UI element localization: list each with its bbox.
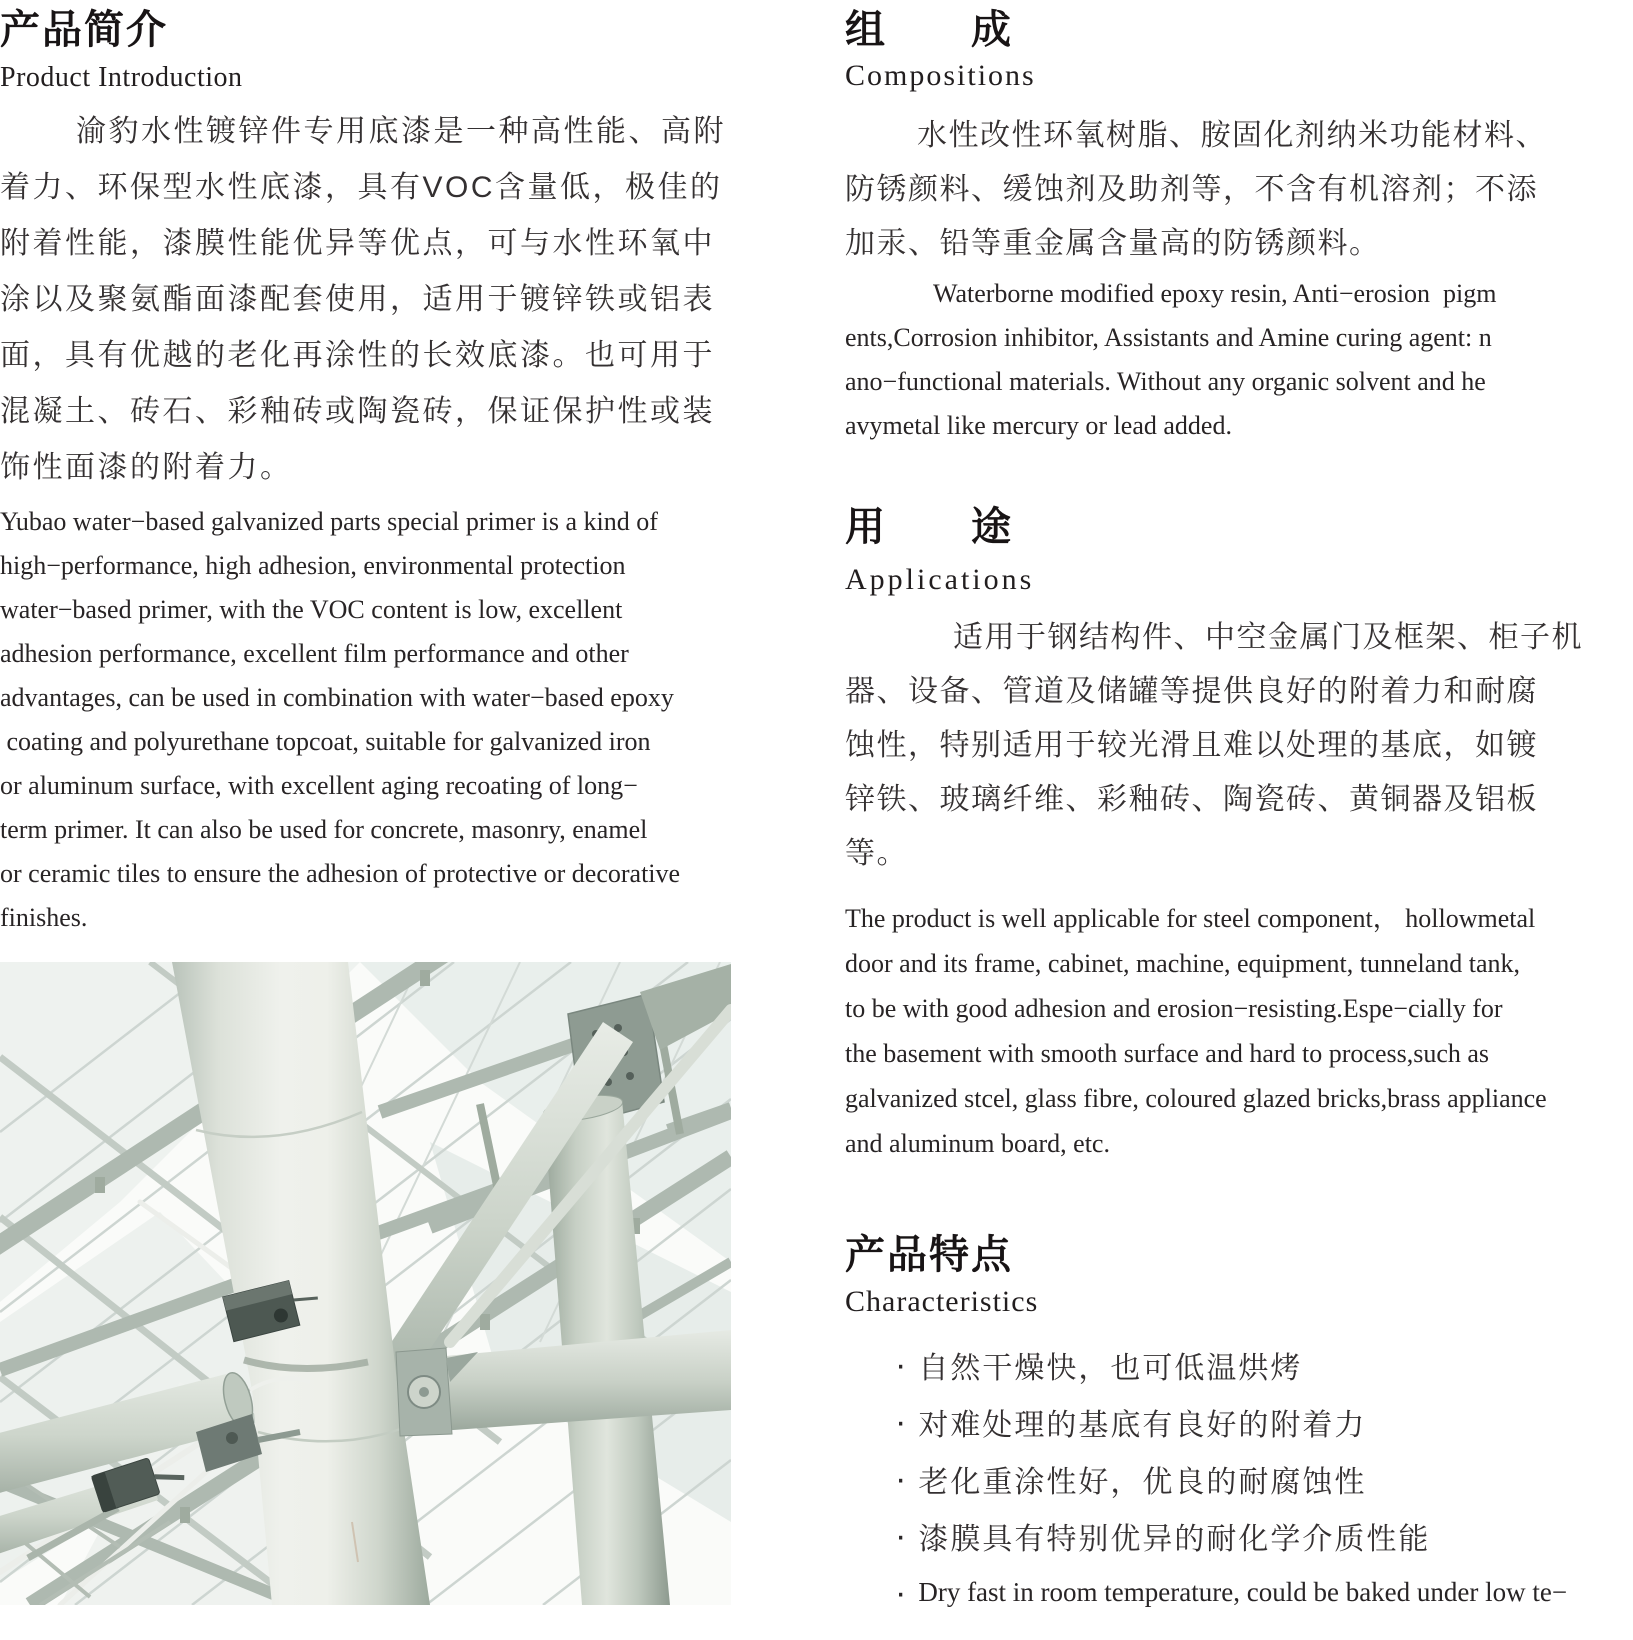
text-line: galvanized stcel, glass fibre, coloured glazed bricks,brass appliance	[845, 1084, 1547, 1113]
list-item-text: 对难处理的基底有良好的附着力	[918, 1408, 1367, 1442]
list-item-text: 自然干燥快，也可低温烘烤	[918, 1351, 1303, 1385]
text-line: 等。	[845, 837, 908, 870]
section-heading-applications-en: Applications	[845, 563, 1035, 596]
characteristics-list	[845, 1336, 1605, 1621]
section-heading-compositions-zh: 组 成	[845, 8, 1013, 52]
list-item	[845, 1393, 1605, 1450]
bullet-icon: ·	[895, 1459, 907, 1498]
compositions-paragraph-zh	[845, 109, 1545, 271]
text-line: to be with good adhesion and erosion−resisting.Espe−cially for	[845, 994, 1503, 1023]
list-item	[845, 1450, 1605, 1507]
bullet-icon: ·	[895, 1573, 907, 1612]
list-item	[845, 1336, 1605, 1393]
text-line: The product is well applicable for steel component， hollowmetal	[845, 904, 1536, 933]
text-line: 附着性能，漆膜性能优异等优点，可与水性环氧中	[0, 227, 715, 260]
text-line: ano−functional materials. Without any organic solvent and he	[845, 367, 1486, 396]
text-line: door and its frame, cabinet, machine, equipment, tunneland tank,	[845, 949, 1521, 978]
list-item-text: Dry fast in room temperature, could be baked under low te−	[918, 1577, 1568, 1607]
text-line: 锌铁、玻璃纤维、彩釉砖、陶瓷砖、黄铜器及铝板	[845, 783, 1538, 816]
text-line: 器、设备、管道及储罐等提供良好的附着力和耐腐	[845, 675, 1538, 708]
steel-structure-photo	[0, 962, 731, 1605]
text-line: 混凝土、砖石、彩釉砖或陶瓷砖，保证保护性或装	[0, 395, 715, 428]
text-line: advantages, can be used in combination with water−based epoxy	[0, 683, 674, 712]
bullet-icon: ·	[895, 1516, 907, 1555]
text-line: 面，具有优越的老化再涂性的长效底漆。也可用于	[0, 339, 715, 372]
intro-paragraph-zh	[0, 104, 726, 496]
text-line: ents,Corrosion inhibitor, Assistants and Amine curing agent: n	[845, 323, 1492, 352]
text-line: or aluminum surface, with excellent aging recoating of long−	[0, 771, 638, 800]
text-line: Waterborne modified epoxy resin, Anti−erosion pigm	[933, 279, 1497, 308]
applications-paragraph-zh	[845, 611, 1583, 881]
text-line: 蚀性，特别适用于较光滑且难以处理的基底，如镀	[845, 729, 1538, 762]
section-heading-compositions-en: Compositions	[845, 59, 1036, 92]
text-line: 适用于钢结构件、中空金属门及框架、柜子机	[953, 621, 1583, 654]
applications-paragraph-en	[845, 896, 1545, 1166]
text-line: high−performance, high adhesion, environmental protection	[0, 551, 626, 580]
text-line: 防锈颜料、缓蚀剂及助剂等，不含有机溶剂；不添	[845, 173, 1538, 206]
list-item-text: 漆膜具有特别优异的耐化学介质性能	[918, 1522, 1431, 1556]
text-line: adhesion performance, excellent film performance and other	[0, 639, 629, 668]
list-item-text: 老化重涂性好，优良的耐腐蚀性	[918, 1465, 1367, 1499]
section-heading-characteristics-en: Characteristics	[845, 1285, 1039, 1318]
section-heading-characteristics-zh: 产品特点	[845, 1233, 1013, 1277]
text-line: or ceramic tiles to ensure the adhesion of protective or decorative	[0, 859, 681, 888]
text-line: term primer. It can also be used for concrete, masonry, enamel	[0, 815, 648, 844]
text-line: 渝豹水性镀锌件专用底漆是一种高性能、高附	[76, 115, 726, 148]
text-line: finishes.	[0, 903, 88, 932]
text-line: water−based primer, with the VOC content is low, excellent	[0, 595, 623, 624]
bullet-icon: ·	[895, 1402, 907, 1441]
list-item	[845, 1507, 1605, 1564]
text-line: 水性改性环氧树脂、胺固化剂纳米功能材料、	[917, 119, 1547, 152]
text-line: Yubao water−based galvanized parts special primer is a kind of	[0, 507, 658, 536]
intro-paragraph-en	[0, 500, 716, 940]
compositions-paragraph-en	[845, 272, 1545, 448]
list-item	[845, 1564, 1605, 1621]
section-heading-product-introduction-zh: 产品简介	[0, 8, 168, 52]
steel-structure-photo-graphic	[0, 962, 731, 1605]
text-line: the basement with smooth surface and hard to process,such as	[845, 1039, 1490, 1068]
text-line: 饰性面漆的附着力。	[0, 451, 293, 484]
section-heading-applications-zh: 用 途	[845, 505, 1013, 549]
text-line: 涂以及聚氨酯面漆配套使用，适用于镀锌铁或铝表	[0, 283, 715, 316]
bullet-icon: ·	[895, 1345, 907, 1384]
text-line: avymetal like mercury or lead added.	[845, 411, 1232, 440]
text-line: 加汞、铅等重金属含量高的防锈颜料。	[845, 227, 1381, 260]
section-heading-product-introduction-en: Product Introduction	[0, 62, 243, 93]
text-line: and aluminum board, etc.	[845, 1129, 1110, 1158]
text-line: 着力、环保型水性底漆，具有VOC含量低，极佳的	[0, 171, 723, 204]
text-line: coating and polyurethane topcoat, suitable for galvanized iron	[0, 727, 651, 756]
